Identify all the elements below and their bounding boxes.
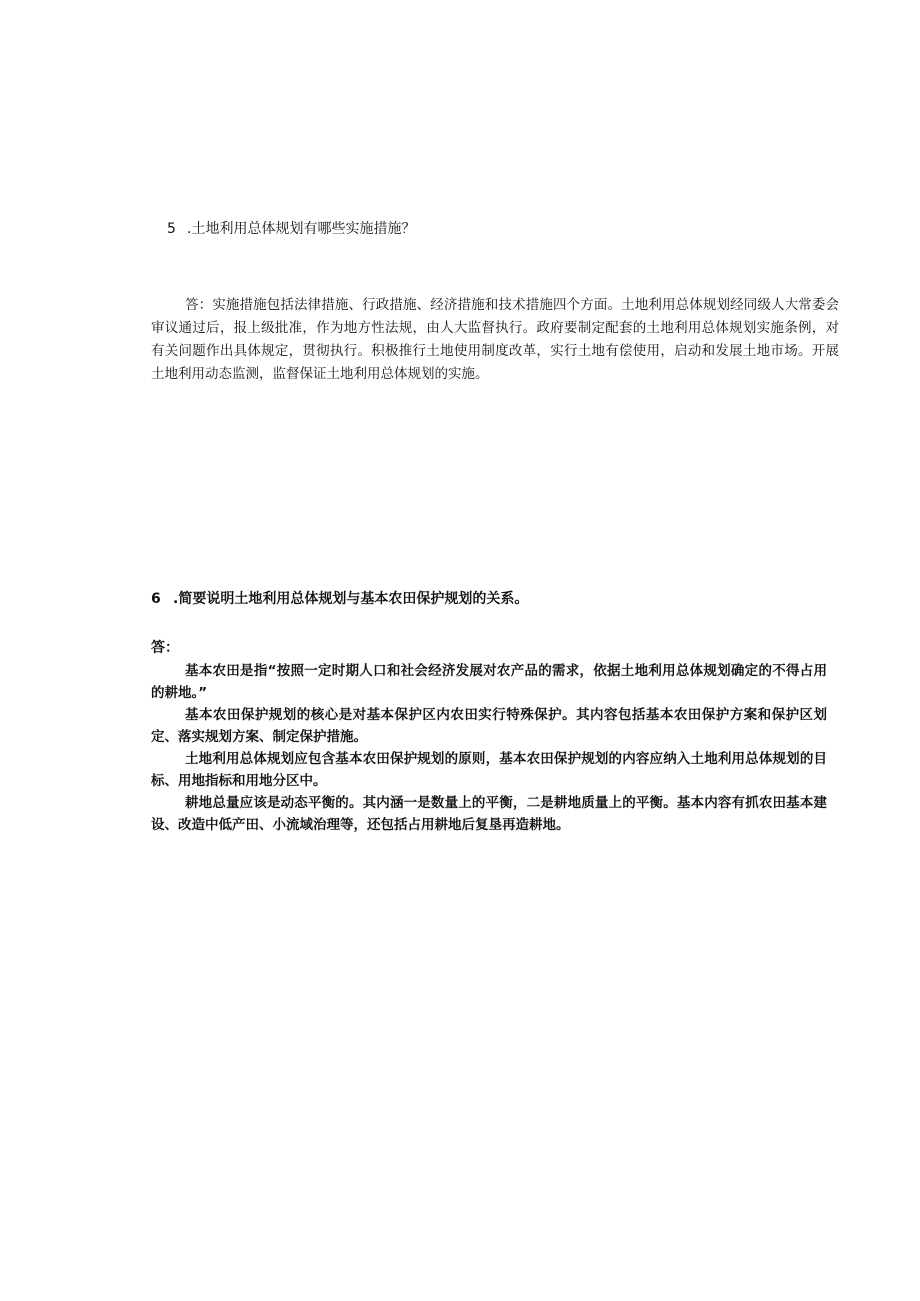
answer-6-label: 答： [151,640,179,656]
question-5-heading [167,219,415,239]
question-5-answer: 答：实施措施包括法律措施、行政措施、经济措施和技术措施四个方面。土地利用总体规划经同级人大常委会审议通过后，报上级批准，作为地方性法规，由人大监督执行。政府要制定配套的土地利用总体规划实施条例，对有关问题作出具体规定，贯彻执行。积极推行土地使用制度改革，实行土地有偿使用，启动和发展土地市场。开展土地利用动态监测，监督保证土地利用总体规划的实施。 [151,297,839,382]
answer-6-paragraph: 土地利用总体规划应包含基本农田保护规划的原则，基本农田保护规划的内容应纳入土地利用总体规划的目标、用地指标和用地分区中。 [151,751,827,789]
question-6-heading [151,589,528,609]
question-6-number: 6 [151,591,161,607]
question-5-number: 5 [167,221,176,237]
answer-6-paragraph: 基本农田保护规划的核心是对基本保护区内农田实行特殊保护。其内容包括基本农田保护方案和保护区划定、落实规划方案、制定保护措施。 [151,707,827,745]
answer-6-paragraph: 耕地总量应该是动态平衡的。其内涵一是数量上的平衡，二是耕地质量上的平衡。基本内容有抓农田基本建设、改造中低产田、小流域治理等，还包括占用耕地后复垦再造耕地。 [151,795,827,833]
question-6-text: .简要说明土地利用总体规划与基本农田保护规划的关系。 [173,591,529,607]
answer-6-paragraph: 基本农田是指“按照一定时期人口和社会经济发展对农产品的需求，依据土地利用总体规划确定的不得占用的耕地。” [151,663,827,701]
question-6-answer [151,661,827,837]
question-5-text: .土地利用总体规划有哪些实施措施？ [187,221,416,237]
